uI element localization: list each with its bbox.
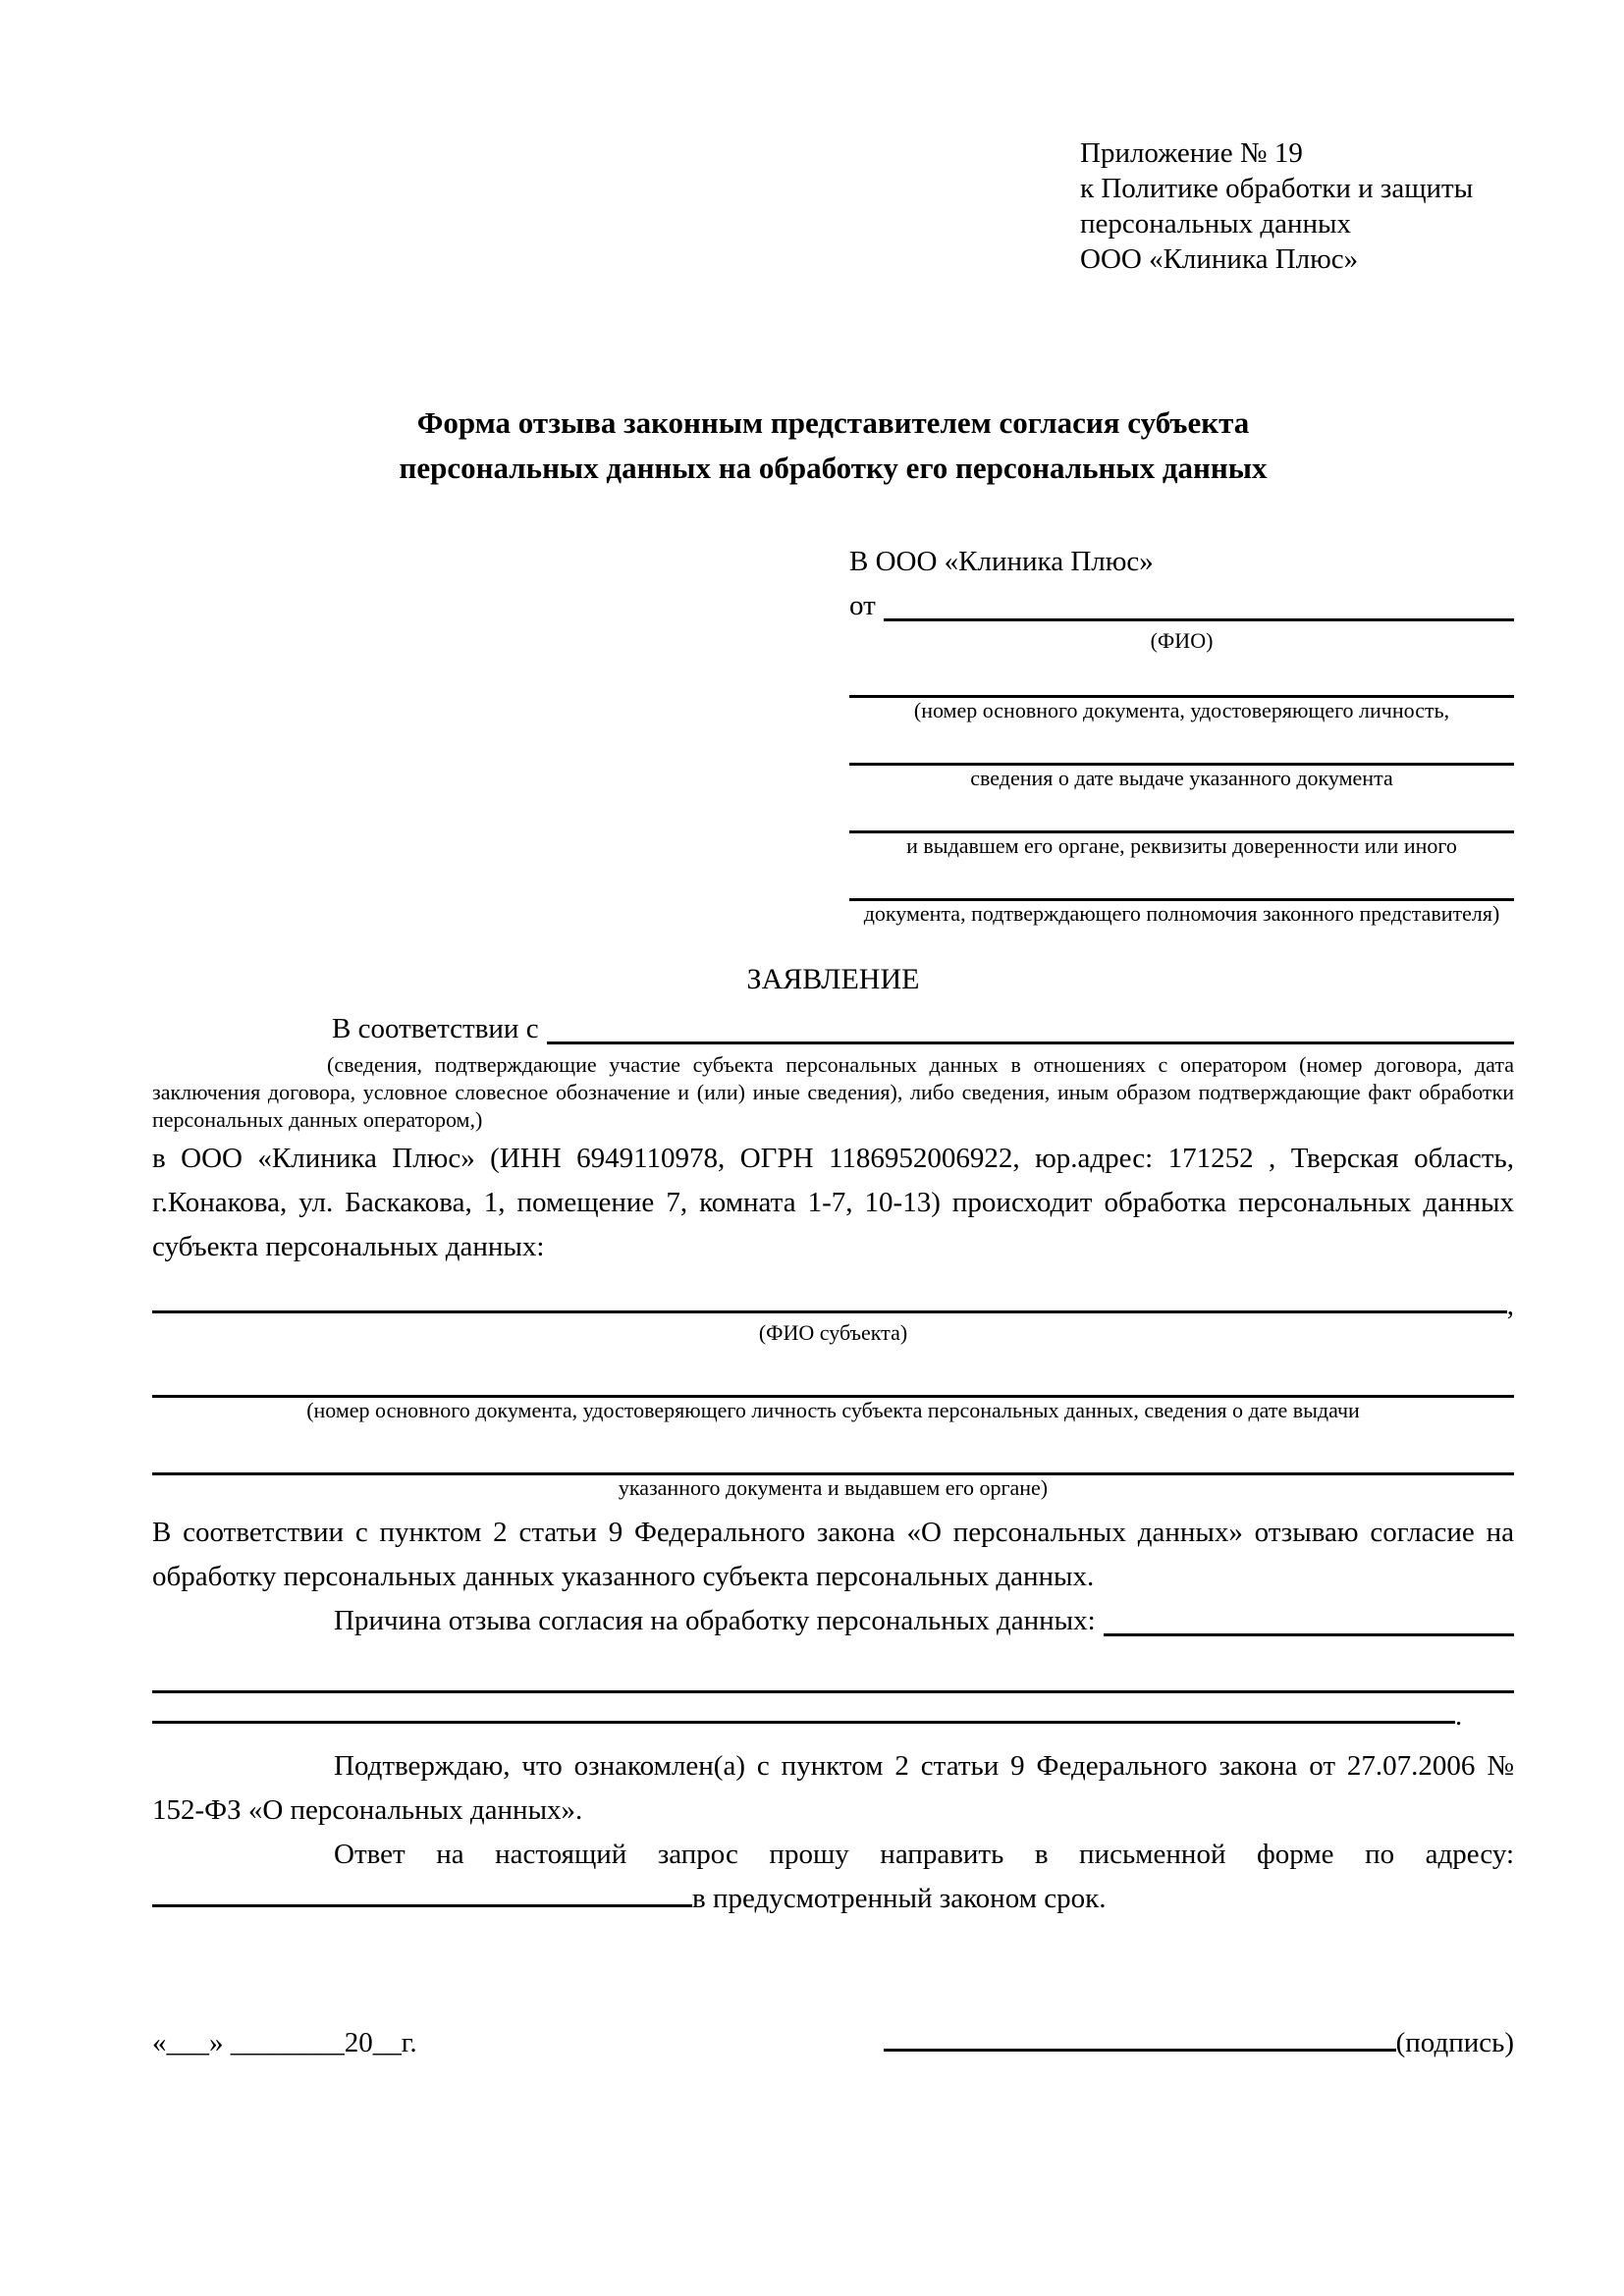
reason-label: Причина отзыва согласия на обработку персональных данных:	[334, 1605, 1096, 1636]
trailing-period: .	[1455, 1700, 1463, 1732]
signature-caption: (подпись)	[1395, 2027, 1514, 2058]
document-title	[152, 400, 1514, 491]
appendix-note	[1080, 0, 1514, 277]
reply-paragraph-line2: в предусмотренный законом срок.	[692, 1883, 1107, 1914]
signature-row	[152, 2021, 1514, 2065]
signature-blank-field	[884, 2049, 1396, 2052]
reason-blank-field	[1104, 1633, 1514, 1636]
basis-blank-field	[547, 1041, 1514, 1044]
appendix-note-line: персональных данных	[1080, 208, 1352, 240]
subject-fio-line	[152, 1283, 1514, 1320]
appendix-note-line: ООО «Клиника Плюс»	[1080, 243, 1359, 275]
operator-paragraph: в ООО «Клиника Плюс» (ИНН 6949110978, ОГРН 1186952006922, юр.адрес: 171252 , Тверская область, г.Конакова, ул. Баскакова, 1, помещение 7, комната 1-7, 10-13) происходит обработка персональных данных субъекта персональных данных:	[152, 1143, 1514, 1262]
subject-fio-caption: (ФИО субъекта)	[758, 1320, 908, 1345]
signature-field	[884, 2021, 1514, 2065]
address-blank-field	[152, 1904, 692, 1907]
blank-field	[849, 723, 1514, 766]
blank-field	[152, 1423, 1514, 1475]
trailing-comma: ,	[1506, 1290, 1514, 1321]
blank-field-with-period	[152, 1693, 1514, 1731]
appendix-note-line: к Политике обработки и защиты	[1080, 173, 1474, 204]
statement-heading: ЗАЯВЛЕНИЕ	[746, 963, 920, 995]
from-blank-field	[884, 618, 1514, 621]
blank-field	[849, 859, 1514, 901]
issue-date-caption: сведения о дате выдаче указанного документа	[970, 766, 1393, 790]
recipient-block	[849, 540, 1514, 927]
fio-caption: (ФИО)	[1150, 628, 1214, 653]
document-title-line: Форма отзыва законным представителем согласия субъекта	[416, 405, 1250, 440]
reply-address-line	[152, 1877, 1514, 1921]
recipient-to: В ООО «Клиника Плюс»	[849, 546, 1154, 577]
subject-doc-group	[152, 1346, 1514, 1501]
from-label: от	[849, 590, 876, 621]
withdraw-paragraph: В соответствии с пунктом 2 статьи 9 Федерального закона «О персональных данных» отзываю согласие на обработку персональных данных указанного субъекта персональных данных.	[152, 1517, 1514, 1592]
subject-doc-caption: (номер основного документа, удостоверяющего личность субъекта персональных данных, сведения о дате выдачи	[306, 1398, 1360, 1422]
representative-authority-caption: документа, подтверждающего полномочия законного представителя)	[863, 901, 1500, 926]
doc-number-caption: (номер основного документа, удостоверяющего личность,	[913, 698, 1450, 722]
reason-line	[152, 1599, 1514, 1643]
blank-field	[152, 1346, 1514, 1398]
date-blank-field: «___» ________20__г.	[152, 2027, 417, 2058]
blank-field	[152, 1721, 1455, 1724]
blank-field	[849, 654, 1514, 698]
reply-paragraph-line1: Ответ на настоящий запрос прошу направить в письменной форме по адресу:	[334, 1839, 1514, 1870]
document-title-line: персональных данных на обработку его персональных данных	[399, 451, 1268, 485]
blank-field	[152, 1643, 1514, 1693]
subject-fio-blank-field	[152, 1310, 1507, 1313]
basis-label: В соответствии с	[332, 1013, 539, 1044]
subject-doc-caption: указанного документа и выдавшем его органе)	[618, 1475, 1049, 1500]
blank-field	[849, 791, 1514, 833]
basis-caption: (сведения, подтверждающие участие субъекта персональных данных в отношениях с оператором (номер договора, дата заключения договора, условное словесное обозначение и (или) иные сведения), либо сведения, иным образом подтверждающие факт обработки персональных данных оператором,)	[152, 1052, 1514, 1132]
appendix-note-line: Приложение № 19	[1080, 137, 1303, 169]
issuing-authority-caption: и выдавшем его органе, реквизиты доверенности или иного	[906, 833, 1457, 858]
confirm-paragraph: Подтверждаю, что ознакомлен(а) с пунктом 2 статьи 9 Федерального закона от 27.07.2006 № 152-ФЗ «О персональных данных».	[152, 1750, 1514, 1826]
from-line	[849, 584, 1514, 628]
basis-line	[152, 1007, 1514, 1051]
